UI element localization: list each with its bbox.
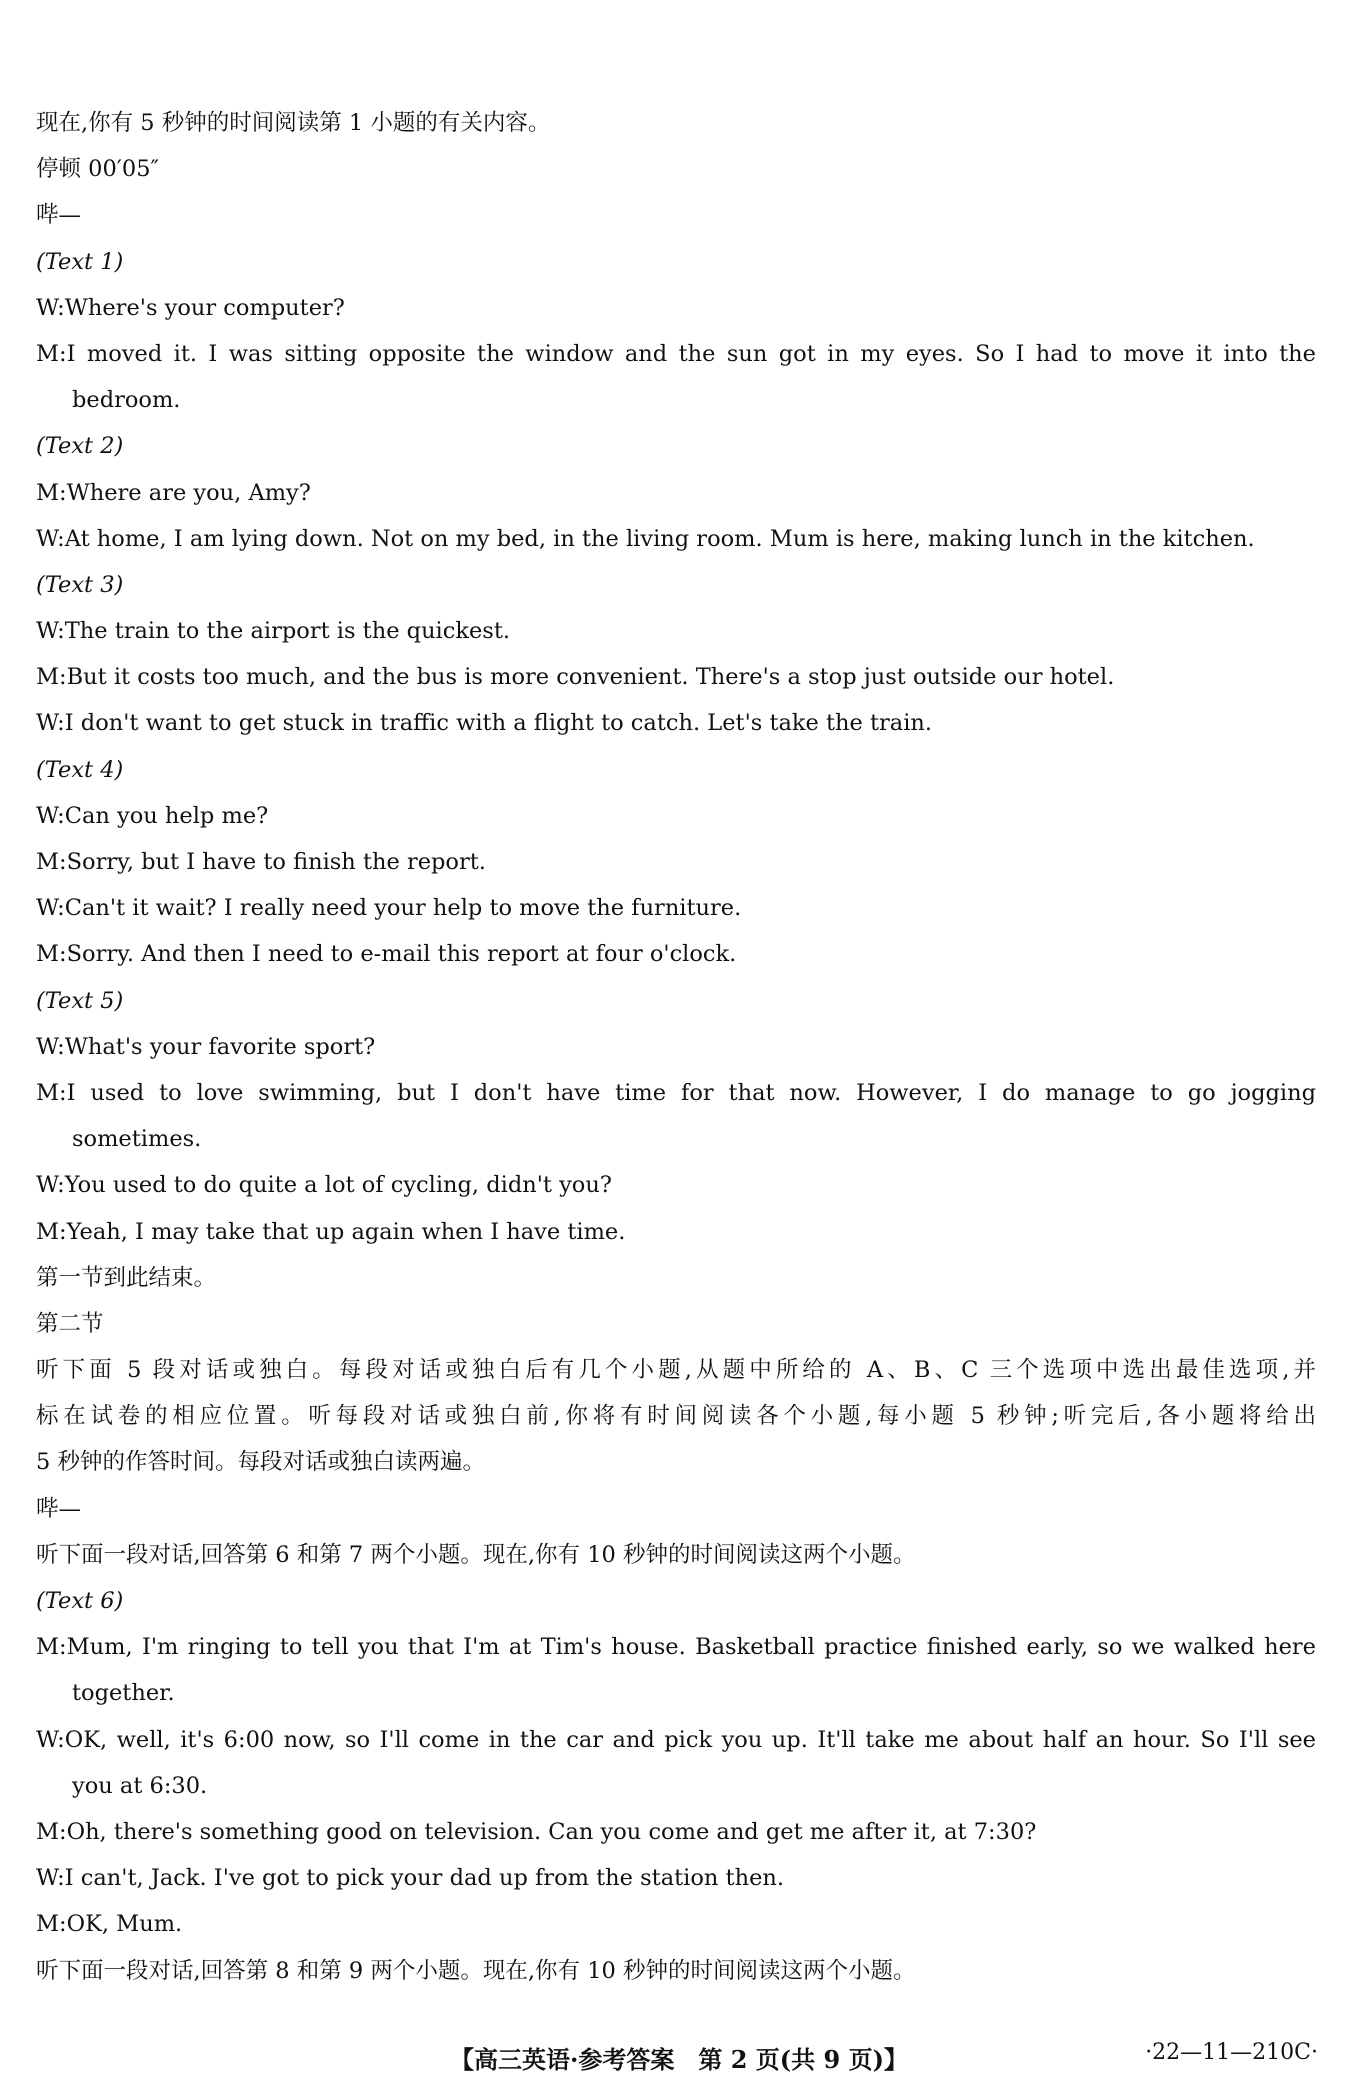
script-line: W:I don't want to get stuck in traffic with a flight to catch. Let's take the train. <box>36 710 933 737</box>
text-label: (Text 5) <box>36 987 124 1014</box>
script-line: M:Yeah, I may take that up again when I have time. <box>36 1218 626 1245</box>
script-line: M:I moved it. I was sitting opposite the window and the sun got in my eyes. So I had to move it into the <box>36 340 1316 367</box>
script-line: 听下面 5 段对话或独白。每段对话或独白后有几个小题,从题中所给的 A、B、C 三个选项中选出最佳选项,并 <box>36 1357 1316 1384</box>
script-line: 现在,你有 5 秒钟的时间阅读第 1 小题的有关内容。 <box>36 110 551 136</box>
text-label: (Text 2) <box>36 433 124 460</box>
script-line: M:But it costs too much, and the bus is more convenient. There's a stop just outside our hotel. <box>36 664 1115 691</box>
script-line: W:I can't, Jack. I've got to pick your dad up from the station then. <box>36 1865 785 1892</box>
script-line: W:What's your favorite sport? <box>36 1033 376 1060</box>
script-line: W:The train to the airport is the quickest. <box>36 618 511 645</box>
script-line: M:OK, Mum. <box>36 1911 183 1938</box>
text-label: (Text 6) <box>36 1588 124 1614</box>
script-line: you at 6:30. <box>72 1772 208 1799</box>
script-line: M:Where are you, Amy? <box>36 479 311 506</box>
script-line: W:Where's your computer? <box>36 294 345 321</box>
script-line: M:Oh, there's something good on television. Can you come and get me after it, at 7:30? <box>36 1818 1037 1845</box>
script-line: W:You used to do quite a lot of cycling, didn't you? <box>36 1172 612 1199</box>
script-line: 第一节到此结束。 <box>36 1264 217 1291</box>
script-line: W:Can't it wait? I really need your help to move the furniture. <box>36 895 742 922</box>
script-line: 标在试卷的相应位置。听每段对话或独白前,你将有时间阅读各个小题,每小题 5 秒钟;听完后,各小题将给出 <box>36 1403 1316 1430</box>
script-line: W:OK, well, it's 6:00 now, so I'll come in the car and pick you up. It'll take me about half an hour. So I'll see <box>36 1726 1316 1753</box>
script-line: 5 秒钟的作答时间。每段对话或独白读两遍。 <box>36 1449 485 1476</box>
text-label: (Text 1) <box>36 248 124 275</box>
script-line: M:Mum, I'm ringing to tell you that I'm at Tim's house. Basketball practice finished early, so we walked here <box>36 1634 1316 1661</box>
script-line: M:Sorry, but I have to finish the report. <box>36 849 486 875</box>
script-line: together. <box>72 1680 175 1707</box>
script-line: 听下面一段对话,回答第 8 和第 9 两个小题。现在,你有 10 秒钟的时间阅读这两个小题。 <box>36 1957 916 1984</box>
footer-page-info: 【高三英语·参考答案 第 2 页(共 9 页)】 <box>450 2045 908 2074</box>
script-line: 停顿 00′05″ <box>36 156 159 183</box>
page-footer <box>0 2040 1358 2080</box>
listening-script <box>36 100 1316 1994</box>
script-line: bedroom. <box>72 387 181 414</box>
script-line: W:At home, I am lying down. Not on my bed, in the living room. Mum is here, making lunch in the kitchen. <box>36 525 1255 552</box>
script-line: 哔— <box>36 1495 82 1522</box>
script-line: W:Can you help me? <box>36 802 269 829</box>
script-line: sometimes. <box>72 1126 202 1153</box>
script-line: M:Sorry. And then I need to e-mail this report at four o'clock. <box>36 941 737 968</box>
footer-code: ·22—11—210C· <box>1145 2040 1318 2065</box>
script-line: 听下面一段对话,回答第 6 和第 7 两个小题。现在,你有 10 秒钟的时间阅读这两个小题。 <box>36 1541 916 1568</box>
text-label: (Text 3) <box>36 571 124 598</box>
script-line: 哔— <box>36 202 82 229</box>
script-line: M:I used to love swimming, but I don't have time for that now. However, I do manage to go jogging <box>36 1079 1316 1106</box>
text-label: (Text 4) <box>36 756 124 783</box>
script-line: 第二节 <box>36 1310 104 1337</box>
